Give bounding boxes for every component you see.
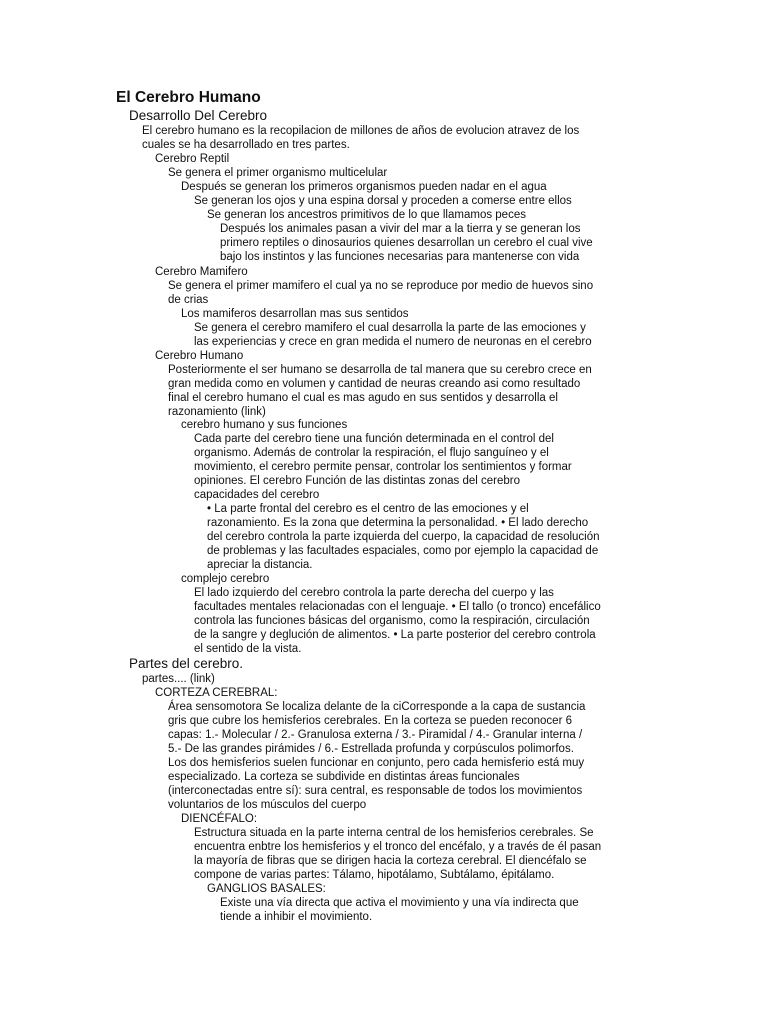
outline-line: gris que cubre los hemisferios cerebrales. En la corteza se pueden reconocer 6 bbox=[168, 715, 572, 727]
outline-line: cuales se ha desarrollado en tres partes. bbox=[142, 139, 350, 151]
outline-line: El lado izquierdo del cerebro controla la parte derecha del cuerpo y las bbox=[194, 587, 554, 599]
outline-line: opiniones. El cerebro Función de las distintas zonas del cerebro bbox=[194, 475, 521, 487]
outline-line: 5.- De las grandes pirámides / 6.- Estrellada profunda y corpúsculos polimorfos. bbox=[168, 743, 574, 755]
outline-line: del cerebro controla la parte izquierda del cuerpo, la capacidad de resolución bbox=[207, 531, 600, 543]
outline-line: especializado. La corteza se subdivide en distintas áreas funcionales bbox=[168, 771, 520, 783]
outline-line: encuentra enbtre los hemisferios y el tronco del encéfalo, y a través de él pasan bbox=[194, 841, 602, 853]
outline-line: cerebro humano y sus funciones bbox=[181, 419, 348, 431]
outline-line: DIENCÉFALO: bbox=[181, 813, 258, 825]
outline-line: de la sangre y deglución de alimentos. • La parte posterior del cerebro controla bbox=[194, 629, 596, 641]
outline-line: GANGLIOS BASALES: bbox=[207, 883, 326, 895]
outline-line: Los dos hemisferios suelen funcionar en conjunto, pero cada hemisferio está muy bbox=[168, 757, 585, 769]
outline-line: Área sensomotora Se localiza delante de la ciCorresponde a la capa de sustancia bbox=[168, 701, 586, 713]
outline-line: tiende a inhibir el movimiento. bbox=[220, 911, 373, 923]
section-heading: Partes del cerebro. bbox=[129, 656, 244, 671]
outline-line: (interconectadas entre sí): sura central, es responsable de todos los movimientos bbox=[168, 785, 583, 797]
outline-line: controla las funciones básicas del organismo, como la respiración, circulación bbox=[194, 615, 590, 627]
outline-line: partes.... (link) bbox=[142, 673, 215, 685]
outline-line: razonamiento. Es la zona que determina la personalidad. • El lado derecho bbox=[207, 517, 589, 529]
outline-line: el sentido de la vista. bbox=[194, 643, 302, 655]
outline-line: la mayoría de fibras que se dirigen hacia la corteza cerebral. El diencéfalo se bbox=[194, 855, 587, 867]
outline-line: Después los animales pasan a vivir del mar a la tierra y se generan los bbox=[220, 223, 581, 235]
outline-line: Cerebro Humano bbox=[155, 350, 244, 362]
outline-line: razonamiento (link) bbox=[168, 406, 266, 418]
outline-line: facultades mentales relacionadas con el lenguaje. • El tallo (o tronco) encefálico bbox=[194, 601, 601, 613]
outline-line: de crias bbox=[168, 294, 209, 306]
outline-line: Cada parte del cerebro tiene una función determinada en el control del bbox=[194, 433, 554, 445]
outline-line: Los mamiferos desarrollan mas sus sentidos bbox=[181, 308, 409, 320]
outline-line: Después se generan los primeros organismos pueden nadar en el agua bbox=[181, 181, 547, 193]
outline-line: El cerebro humano es la recopilacion de millones de años de evolucion atravez de los bbox=[142, 125, 580, 137]
outline-line: CORTEZA CEREBRAL: bbox=[155, 687, 278, 699]
outline-line: Se genera el primer organismo multicelular bbox=[168, 167, 388, 179]
outline-line: final el cerebro humano el cual es mas agudo en sus sentidos y desarrolla el bbox=[168, 392, 558, 404]
outline-line: Posteriormente el ser humano se desarrolla de tal manera que su cerebro crece en bbox=[168, 364, 592, 376]
outline-line: capacidades del cerebro bbox=[194, 489, 320, 501]
outline-line: Se generan los ojos y una espina dorsal y proceden a comerse entre ellos bbox=[194, 195, 572, 207]
section-heading: Desarrollo Del Cerebro bbox=[129, 108, 268, 123]
outline-line: bajo los instintos y las funciones necesarias para mantenerse con vida bbox=[220, 251, 580, 263]
outline-line: Se generan los ancestros primitivos de lo que llamamos peces bbox=[207, 209, 526, 221]
outline-line: complejo cerebro bbox=[181, 573, 270, 585]
outline-line: voluntarios de los músculos del cuerpo bbox=[168, 799, 367, 811]
outline-line: compone de varias partes: Tálamo, hipotálamo, Subtálamo, épitálamo. bbox=[194, 869, 555, 881]
outline-line: Se genera el primer mamifero el cual ya no se reproduce por medio de huevos sino bbox=[168, 280, 594, 292]
outline-line: organismo. Además de controlar la respiración, el flujo sanguíneo y el bbox=[194, 447, 549, 459]
outline-line: gran medida como en volumen y cantidad de neuras creando asi como resultado bbox=[168, 378, 581, 390]
outline-line: Estructura situada en la parte interna central de los hemisferios cerebrales. Se bbox=[194, 827, 594, 839]
page-title: El Cerebro Humano bbox=[116, 89, 261, 106]
outline-line: de problemas y las facultades espaciales, como por ejemplo la capacidad de bbox=[207, 545, 599, 557]
outline-line: • La parte frontal del cerebro es el centro de las emociones y el bbox=[207, 503, 529, 515]
outline-line: Existe una vía directa que activa el movimiento y una vía indirecta que bbox=[220, 897, 579, 909]
outline-line: capas: 1.- Molecular / 2.- Granulosa externa / 3.- Piramidal / 4.- Granular interna / bbox=[168, 729, 583, 741]
outline-line: apreciar la distancia. bbox=[207, 559, 313, 571]
outline-line: primero reptiles o dinosaurios quienes desarrollan un cerebro el cual vive bbox=[220, 237, 593, 249]
outline-line: Cerebro Reptil bbox=[155, 153, 230, 165]
outline-line: movimiento, el cerebro permite pensar, controlar los sentimientos y formar bbox=[194, 461, 572, 473]
outline-line: Se genera el cerebro mamifero el cual desarrolla la parte de las emociones y bbox=[194, 322, 586, 334]
outline-line: Cerebro Mamifero bbox=[155, 266, 248, 278]
outline-line: las experiencias y crece en gran medida el numero de neuronas en el cerebro bbox=[194, 336, 592, 348]
